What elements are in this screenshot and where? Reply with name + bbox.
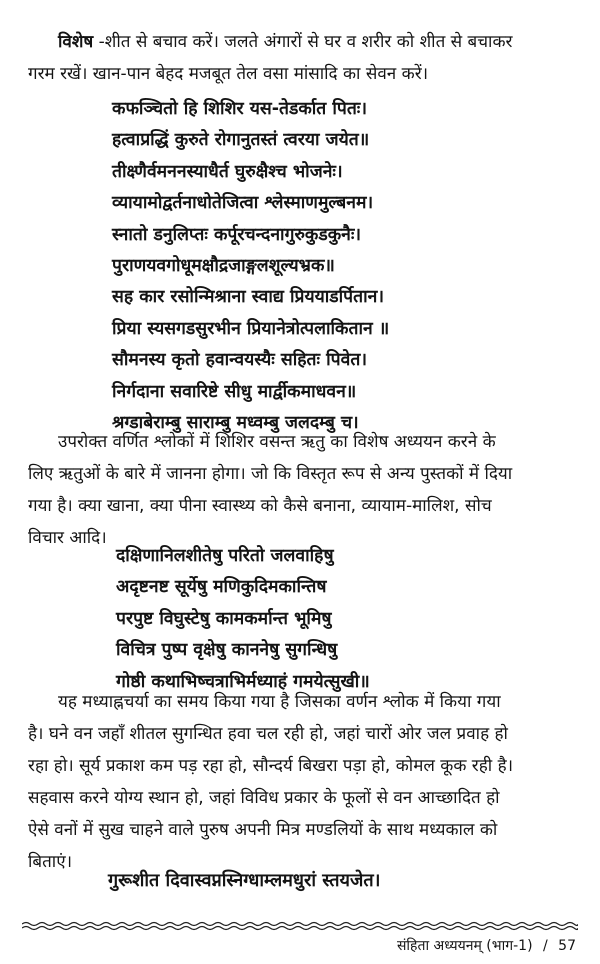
paragraph-3-line: ऐसे वनों में सुख चाहने वाले पुरुष अपनी मित्र मण्डलियों के साथ मध्यकाल को [28,820,498,840]
paragraph-3-line: रहा हो। सूर्य प्रकाश कम पड़ रहा हो, सौन्दर्य बिखरा पड़ा हो, कोमल कूक रही है। [28,756,514,776]
verse-block-1 [112,94,389,439]
verse-1-line: निर्गदाना सवारिष्टे सीधु मार्द्वीकमाधवन॥ [112,381,357,402]
paragraph-2-line: उपरोक्त वर्णित श्लोकों में शिशिर वसन्त ऋतु का विशेष अध्ययन करने के [58,432,496,452]
verse-1-line: तीक्ष्णैर्वमननस्याधैर्त घुरुक्षैश्च भोजनेः। [112,161,343,182]
intro-line-2: गरम रखें। खान-पान बेहद मजबूत तेल वसा मांसादि का सेवन करें। [28,64,429,84]
paragraph-3-line: है। घने वन जहाँ शीतल सुगन्धित हवा चल रही हो, जहां चारों ओर जल प्रवाह हो [28,724,508,744]
paragraph-3 [28,686,580,878]
verse-1-line: स्नातो डनुलिप्तः कर्पूरचन्दनागुरुकुडकुनैः। [112,224,362,245]
verse-2-line: विचित्र पुष्प वृक्षेषु काननेषु सुगन्धिषु [116,640,338,661]
verse-1-line: पुराणयवगोधूमक्षौद्रजाङ्गलशूल्यभ्रक॥ [112,256,335,277]
verse-block-2 [116,541,370,698]
intro-paragraph [28,26,580,90]
paragraph-3-line: बिताएं। [28,852,73,872]
paragraph-2 [28,426,580,554]
verse-2-line: गोष्ठी कथाभिष्चत्राभिर्मध्याहं गमयेत्सुखी॥ [116,671,370,692]
wavy-divider [22,920,578,932]
intro-line-1-text: -शीत से बचाव करें। जलते अंगारों से घर व शरीर को शीत से बचाकर [93,32,513,52]
verse-1-line: हत्वाप्रद्धिं कुरुते रोगानुतस्तं त्वरया जयेत॥ [112,130,370,151]
verse-2-line: अदृष्टनष्ट सूर्येषु मणिकुदिमकान्तिष [116,577,327,598]
verse-1-line: श्रग्डाबेराम्बु साराम्बु मध्वम्बु जलदम्बु च। [112,413,359,434]
intro-lead-word: विशेष [58,32,94,52]
verse-1-line: सौमनस्य कृतो हवान्वयस्यैः सहितः पिवेत। [112,350,367,371]
paragraph-3-line: सहवास करने योग्य स्थान हो, जहां विविध प्रकार के फूलों से वन आच्छादित हो [28,788,500,808]
paragraph-3-line: यह मध्याह्नचर्या का समय किया गया है जिसका वर्णन श्लोक में किया गया [58,692,501,712]
verse-1-line: व्यायामोद्वर्तनाधोतेजित्वा श्लेस्माणमुल्बनम। [112,193,374,214]
paragraph-2-line: गया है। क्या खाना, क्या पीना स्वास्थ्य को कैसे बनाना, व्यायाम-मालिश, सोच [28,496,492,516]
book-title: संहिता अध्ययनम् (भाग-1) [396,938,533,954]
paragraph-2-line: विचार आदि। [28,528,107,548]
page-footer [397,936,576,955]
footer-separator: / [543,938,548,954]
verse-1-line: कफञ्चितो हि शिशिर यस-तेडर्कात पितः। [112,99,367,119]
paragraph-2-line: लिए ऋतुओं के बारे में जानना होगा। जो कि विस्तृत रूप से अन्य पुस्तकों में दिया [28,464,513,484]
intro-line-1 [28,26,580,58]
verse-1-line: सह कार रसोन्मिश्राना स्वाद्य प्रिययाडर्पितान। [112,287,384,308]
verse-2-line: परपुष्ट विघुस्टेषु कामकर्मान्त भूमिषु [116,608,332,629]
verse-2-line: दक्षिणानिलशीतेषु परितो जलवाहिषु [116,546,334,566]
verse-1-line: प्रिया स्यसगडसुरभीन प्रियानेत्रोत्पलाकितान ॥ [112,318,390,339]
closing-verse: गुरूशीत दिवास्वप्नस्निग्धाम्लमधुरां स्तयजेत। [108,870,381,891]
page-number: 57 [558,938,576,954]
